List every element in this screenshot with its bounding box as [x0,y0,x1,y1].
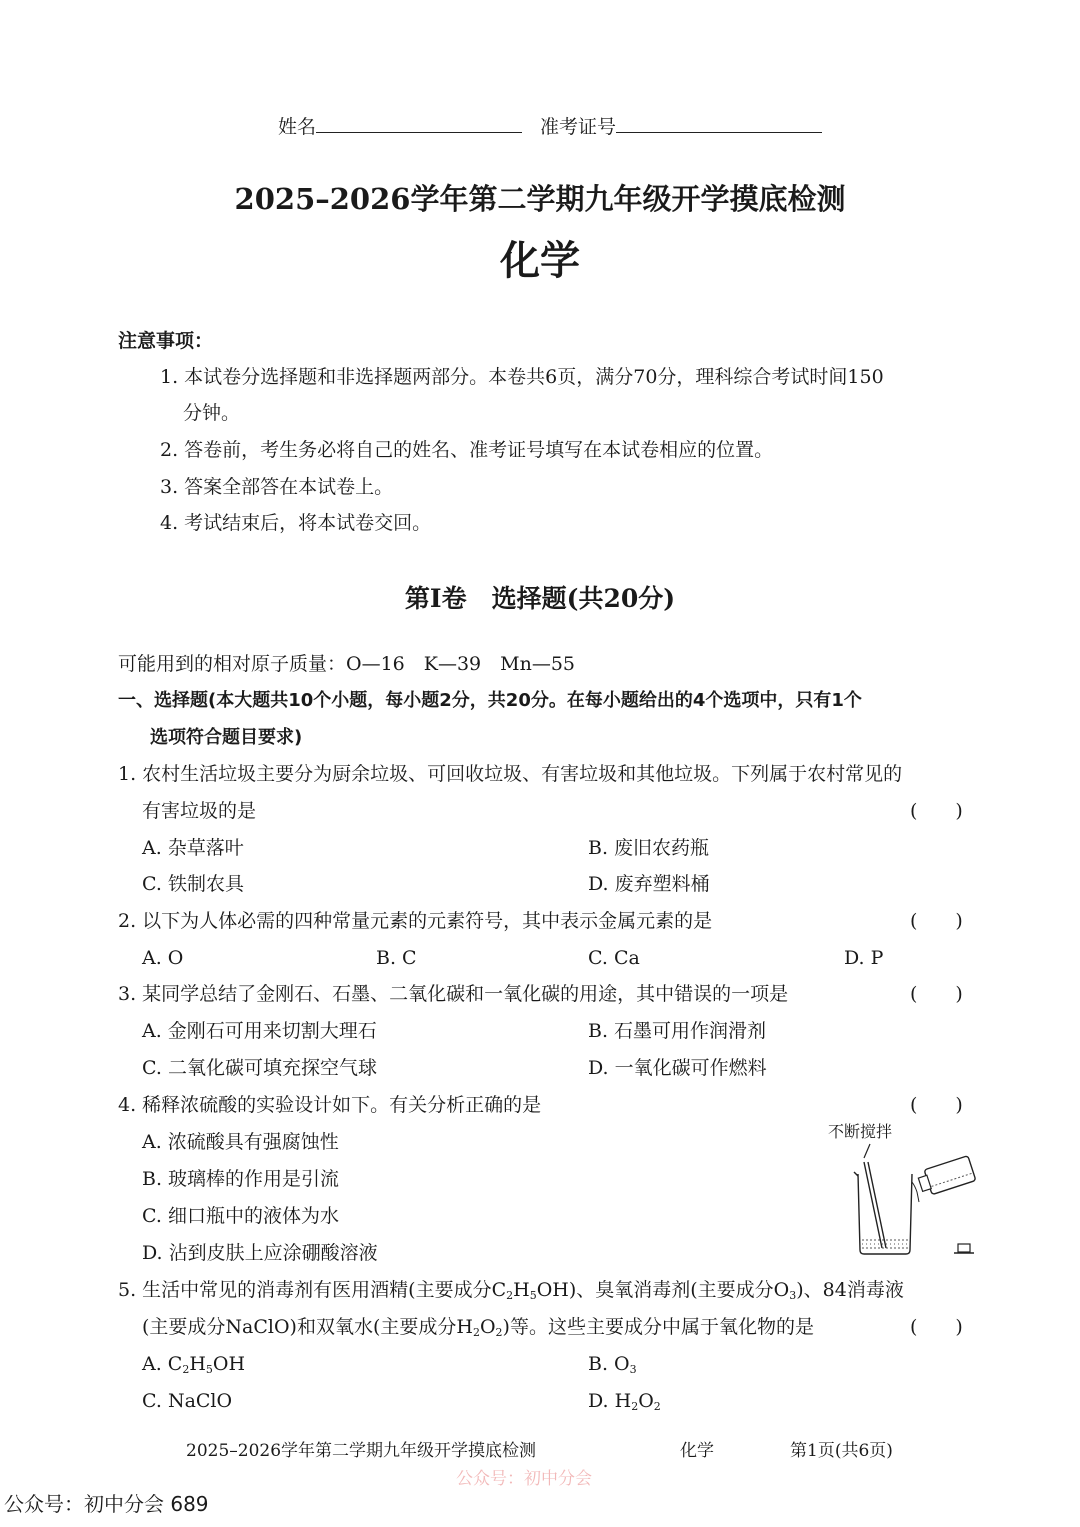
q5-option-d [588,1389,661,1413]
q4-option-a: A. 浓硫酸具有强腐蚀性 [142,1131,339,1153]
notice-heading: 注意事项： [118,330,214,352]
q1-answer-bracket: ( ) [910,800,963,822]
q5-option-part: O [638,1390,654,1412]
q5-stem-part: 5. 生活中常见的消毒剂有医用酒精(主要成分C [118,1279,507,1301]
q5-stem-cont [142,1315,814,1339]
q3-option-a: A. 金刚石可用来切割大理石 [142,1020,377,1042]
q5-option-part: D. H [588,1390,632,1412]
q5-stem-part: )等。这些主要成分中属于氧化物的是 [502,1316,814,1338]
notice-item-1-cont: 分钟。 [183,402,241,424]
q5-option-part: B. O [588,1353,630,1375]
q5-option-part: OH [212,1353,246,1375]
q5-sub: 2 [653,1400,661,1413]
q5-stem-part: )、84消毒液 [796,1279,904,1301]
q5-option-a [142,1352,245,1376]
q1-option-b: B. 废旧农药瓶 [588,837,710,859]
q1-option-c: C. 铁制农具 [142,873,244,895]
footer-title: 2025–2026学年第二学期九年级开学摸底检测 [186,1441,537,1461]
q4-option-d: D. 沾到皮肤上应涂硼酸溶液 [142,1242,378,1264]
q5-option-part: H [189,1353,206,1375]
q1-stem-cont: 有害垃圾的是 [142,800,257,822]
q5-sub: 3 [629,1363,637,1376]
q5-stem-part: (主要成分NaClO)和双氧水(主要成分H [142,1316,473,1338]
name-blank [316,114,522,133]
subject-title: 化学 [500,238,580,284]
exam-id-blank [616,114,822,133]
q2-option-a: A. O [142,947,184,969]
q5-sub: 2 [472,1326,480,1339]
q1-stem: 1. 农村生活垃圾主要分为厨余垃圾、可回收垃圾、有害垃圾和其他垃圾。下列属于农村常见的 [118,763,903,785]
q4-option-c: C. 细口瓶中的液体为水 [142,1205,339,1227]
q5-sub: 2 [631,1400,639,1413]
q1-option-a: A. 杂草落叶 [142,837,244,859]
q5-stem [118,1278,904,1302]
q5-option-c: C. NaClO [142,1390,233,1412]
section-title: 第Ⅰ卷 选择题(共20分) [404,584,676,613]
part-one-instruction: 一、选择题(本大题共10个小题，每小题2分，共20分。在每小题给出的4个选项中，只有1个 [118,690,862,711]
q5-stem-part: OH)、臭氧消毒剂(主要成分O [536,1279,790,1301]
corner-note: 公众号：初中分会 689 [4,1492,209,1516]
dilution-figure [820,1122,980,1262]
notice-item-1: 1. 本试卷分选择题和非选择题两部分。本卷共6页，满分70分，理科综合考试时间150 [160,366,884,388]
q3-option-d: D. 一氧化碳可作燃料 [588,1057,767,1079]
exam-id-label: 准考证号 [540,116,617,138]
notice-item-4: 4. 考试结束后，将本试卷交回。 [160,512,432,534]
watermark: 公众号：初中分会 [456,1469,592,1489]
q3-answer-bracket: ( ) [910,983,963,1005]
notice-item-2: 2. 答卷前，考生务必将自己的姓名、准考证号填写在本试卷相应的位置。 [160,439,774,461]
q5-answer-bracket: ( ) [910,1316,963,1338]
q2-option-d: D. P [844,947,884,969]
q5-sub: 2 [506,1289,514,1302]
footer-subject: 化学 [680,1441,714,1461]
q5-sub: 5 [205,1363,213,1376]
q5-sub: 2 [182,1363,190,1376]
notice-item-3: 3. 答案全部答在本试卷上。 [160,476,394,498]
q5-option-part: A. C [142,1353,183,1375]
q3-stem: 3. 某同学总结了金刚石、石墨、二氧化碳和一氧化碳的用途，其中错误的一项是 [118,983,789,1005]
q2-answer-bracket: ( ) [910,910,963,932]
name-label: 姓名 [278,116,317,138]
q5-sub: 5 [529,1289,537,1302]
figure-label: 不断搅拌 [828,1122,893,1141]
beaker-pouring-icon [820,1122,980,1262]
q5-stem-part: O [479,1316,496,1338]
q5-sub: 2 [495,1326,503,1339]
name-field [278,114,522,139]
q5-stem-part: H [513,1279,530,1301]
q1-option-d: D. 废弃塑料桶 [588,873,710,895]
q2-option-b: B. C [376,947,417,969]
q2-stem: 2. 以下为人体必需的四种常量元素的元素符号，其中表示金属元素的是 [118,910,713,932]
exam-id-field [540,114,822,139]
q3-option-b: B. 石墨可用作润滑剂 [588,1020,767,1042]
atomic-mass-line: 可能用到的相对原子质量：O—16 K—39 Mn—55 [118,653,575,675]
q2-option-c: C. Ca [588,947,640,969]
q4-answer-bracket: ( ) [910,1094,963,1116]
part-one-instruction-cont: 选项符合题目要求) [150,727,303,748]
q5-sub: 3 [789,1289,797,1302]
q3-option-c: C. 二氧化碳可填充探空气球 [142,1057,377,1079]
q4-option-b: B. 玻璃棒的作用是引流 [142,1168,340,1190]
q4-stem: 4. 稀释浓硫酸的实验设计如下。有关分析正确的是 [118,1094,542,1116]
q5-option-b [588,1352,637,1376]
footer-page: 第1页(共6页) [790,1441,893,1461]
exam-title: 2025–2026学年第二学期九年级开学摸底检测 [234,182,846,216]
